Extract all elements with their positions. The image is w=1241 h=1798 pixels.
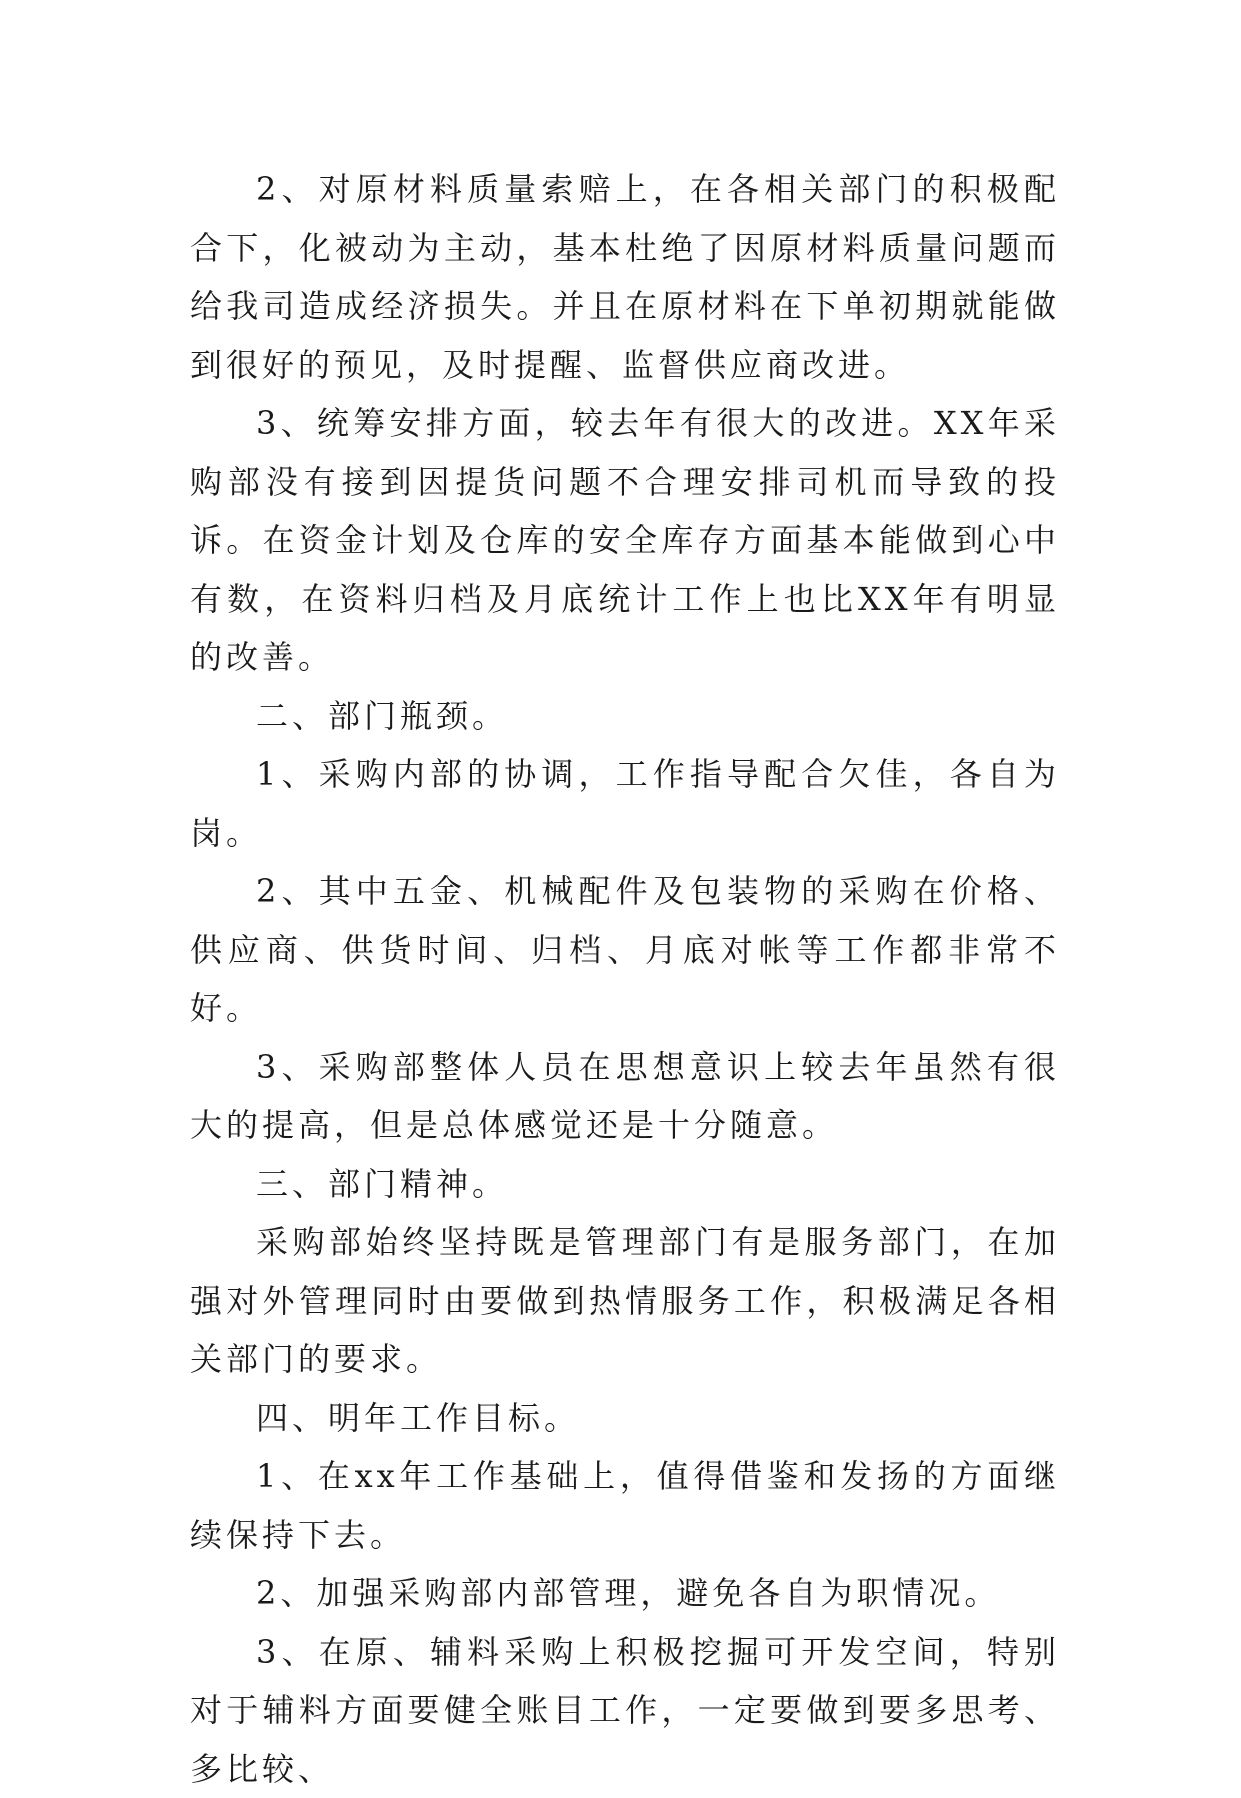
paragraph-bottleneck-3: 3、采购部整体人员在思想意识上较去年虽然有很大的提高，但是总体感觉还是十分随意。 — [190, 1038, 1060, 1155]
paragraph-goal-1: 1、在xx年工作基础上，值得借鉴和发扬的方面继续保持下去。 — [190, 1447, 1060, 1564]
paragraph-raw-material-claims: 2、对原材料质量索赔上，在各相关部门的积极配合下，化被动为主动，基本杜绝了因原材料质量问题而给我司造成经济损失。并且在原材料在下单初期就能做到很好的预见，及时提醒、监督供应商改进。 — [190, 160, 1060, 394]
paragraph-bottleneck-1: 1、采购内部的协调，工作指导配合欠佳，各自为岗。 — [190, 745, 1060, 862]
section-heading-spirit: 三、部门精神。 — [190, 1155, 1060, 1214]
paragraph-goal-2: 2、加强采购部内部管理，避免各自为职情况。 — [190, 1564, 1060, 1623]
section-heading-goals: 四、明年工作目标。 — [190, 1389, 1060, 1448]
document-body — [190, 160, 1060, 1798]
paragraph-overall-planning: 3、统筹安排方面，较去年有很大的改进。XX年采购部没有接到因提货问题不合理安排司机而导致的投诉。在资金计划及仓库的安全库存方面基本能做到心中有数，在资料归档及月底统计工作上也比XX年有明显的改善。 — [190, 394, 1060, 687]
paragraph-goal-3: 3、在原、辅料采购上积极挖掘可开发空间，特别对于辅料方面要健全账目工作，一定要做到要多思考、多比较、 — [190, 1623, 1060, 1798]
section-heading-bottleneck: 二、部门瓶颈。 — [190, 687, 1060, 746]
paragraph-bottleneck-2: 2、其中五金、机械配件及包装物的采购在价格、供应商、供货时间、归档、月底对帐等工作都非常不好。 — [190, 862, 1060, 1038]
paragraph-spirit: 采购部始终坚持既是管理部门有是服务部门，在加强对外管理同时由要做到热情服务工作，积极满足各相关部门的要求。 — [190, 1213, 1060, 1389]
